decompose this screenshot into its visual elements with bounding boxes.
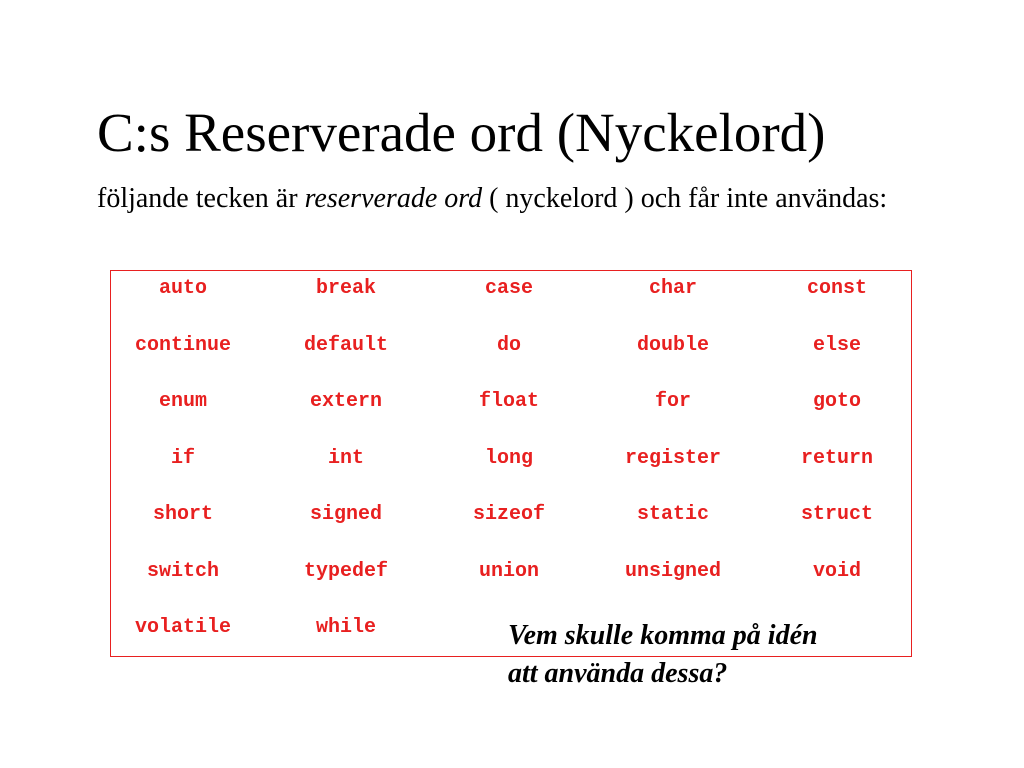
keyword-return: return: [800, 447, 873, 470]
keyword-char: char: [648, 277, 697, 300]
intro-text: [97, 180, 957, 218]
keyword-goto: goto: [812, 390, 861, 413]
question-line-1: Vem skulle komma på idén: [508, 620, 818, 651]
intro-text-before: följande tecken är: [97, 183, 305, 214]
keyword-else: else: [812, 334, 861, 357]
keyword-volatile: volatile: [134, 616, 231, 639]
intro-emphasis: reserverade ord: [304, 183, 483, 214]
question-line-2: att använda dessa?: [508, 658, 728, 689]
question-text: [508, 617, 928, 693]
slide-title: C:s Reserverade ord (Nyckelord): [97, 102, 826, 163]
keyword-for: for: [654, 390, 691, 413]
keyword-const: const: [806, 277, 867, 300]
keyword-long: long: [484, 447, 533, 470]
keyword-static: static: [636, 503, 709, 526]
keyword-case: case: [484, 277, 533, 300]
keyword-break: break: [315, 277, 376, 300]
keyword-while: while: [315, 616, 376, 639]
keyword-table: [110, 270, 912, 657]
keyword-unsigned: unsigned: [624, 560, 721, 583]
keyword-struct: struct: [800, 503, 873, 526]
keyword-if: if: [170, 447, 195, 470]
keyword-int: int: [327, 447, 364, 470]
keyword-short: short: [152, 503, 213, 526]
keyword-register: register: [624, 447, 721, 470]
keyword-continue: continue: [134, 334, 231, 357]
keyword-extern: extern: [309, 390, 382, 413]
keyword-typedef: typedef: [303, 560, 388, 583]
keyword-enum: enum: [158, 390, 207, 413]
keyword-union: union: [478, 560, 539, 583]
keyword-default: default: [303, 334, 388, 357]
keyword-do: do: [496, 334, 521, 357]
keyword-float: float: [478, 390, 539, 413]
intro-text-after: ( nyckelord ) och får inte användas:: [482, 183, 888, 214]
keyword-sizeof: sizeof: [472, 503, 545, 526]
keyword-switch: switch: [146, 560, 219, 583]
keyword-signed: signed: [309, 503, 382, 526]
keyword-double: double: [636, 334, 709, 357]
keyword-auto: auto: [158, 277, 207, 300]
keyword-void: void: [812, 560, 861, 583]
